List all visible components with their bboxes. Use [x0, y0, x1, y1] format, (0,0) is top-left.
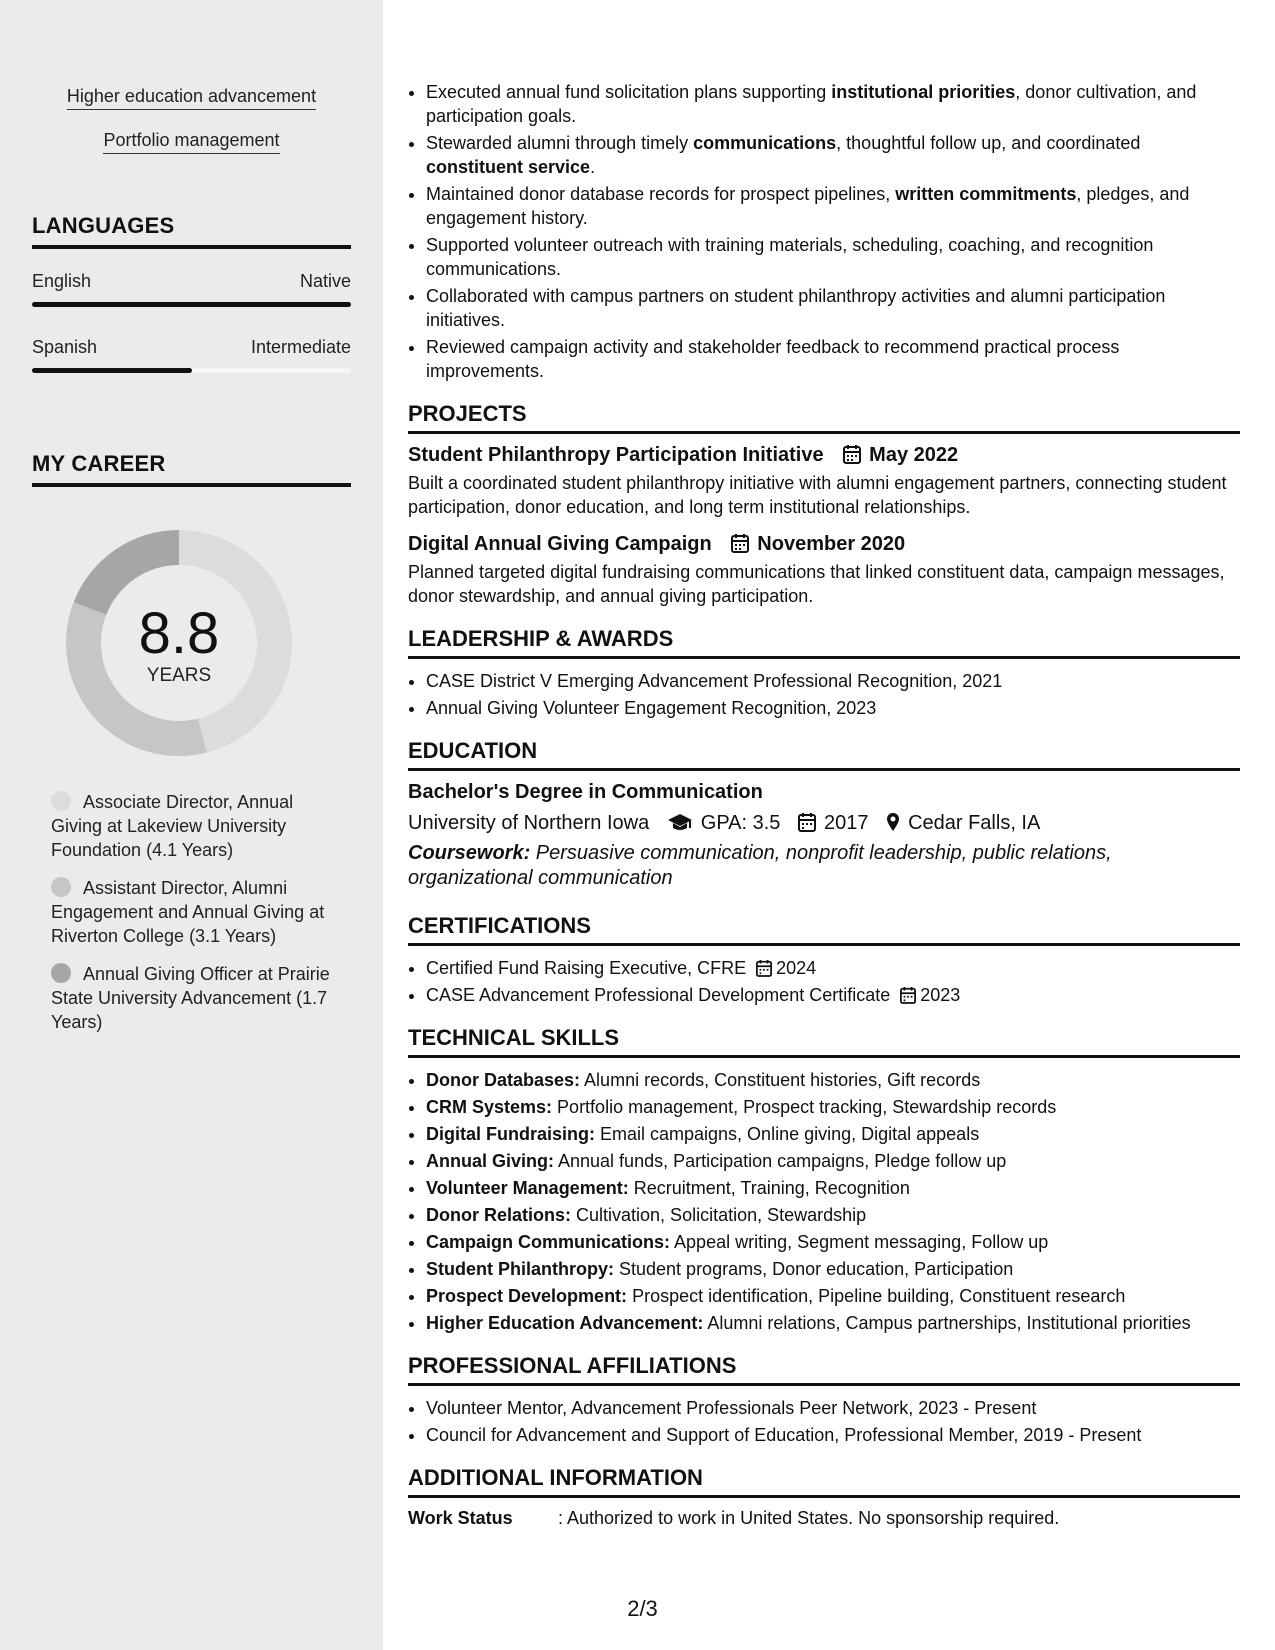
bullet-text: , pledges, and engagement history.	[426, 184, 1190, 228]
career-section	[32, 451, 351, 487]
career-heading: MY CAREER	[32, 451, 351, 487]
additional-value: : Authorized to work in United States. No sponsorship required.	[558, 1508, 1060, 1528]
project-title-row	[408, 444, 1240, 467]
calendar-icon	[731, 533, 749, 553]
skill-value: Alumni records, Constituent histories, Gift records	[580, 1070, 981, 1090]
certification-name: CASE Advancement Professional Development Certificate	[426, 985, 891, 1005]
language-bar	[32, 302, 351, 307]
language-name: Spanish	[32, 337, 98, 357]
skill-value: Portfolio management, Prospect tracking, Stewardship records	[552, 1097, 1057, 1117]
skill-label: Donor Databases:	[426, 1070, 581, 1090]
bullet-text: , thoughtful follow up, and coordinated	[836, 133, 1141, 153]
bullet-text: , donor cultivation, and participation goals.	[426, 82, 1197, 126]
sidebar	[0, 0, 383, 1650]
affiliation-item: • Council for Advancement and Support of Education, Professional Member, 2019 - Present	[426, 1423, 1240, 1447]
skill-value: Email campaigns, Online giving, Digital appeals	[595, 1124, 980, 1144]
career-item	[51, 876, 331, 948]
calendar-icon	[843, 444, 861, 464]
certification-year: 2024	[776, 958, 817, 978]
experience-bullet: • Collaborated with campus partners on student philanthropy activities and alumni participation initiatives.	[426, 284, 1240, 332]
skills-heading: TECHNICAL SKILLS	[408, 1025, 1240, 1058]
gpa: GPA: 3.5	[700, 812, 781, 834]
languages-section	[32, 213, 351, 373]
awards-list	[408, 669, 1240, 720]
affiliations-list	[408, 1396, 1240, 1447]
education-details	[408, 812, 1240, 835]
graduation-cap-icon	[667, 812, 693, 832]
bullet-bold: institutional priorities	[831, 82, 1016, 102]
bullet-bold: communications	[693, 133, 837, 153]
certification-year: 2023	[920, 985, 961, 1005]
career-years-unit: YEARS	[146, 665, 212, 686]
graduation-year: 2017	[824, 812, 869, 834]
skill-value: Student programs, Donor education, Participation	[614, 1259, 1014, 1279]
project-description: Planned targeted digital fundraising communications that linked constituent data, campaign messages, donor stewardship, and annual giving participation.	[408, 562, 1225, 606]
experience-bullet: • Reviewed campaign activity and stakeholder feedback to recommend practical process improvements.	[426, 335, 1240, 383]
school-name: University of Northern Iowa	[408, 812, 650, 834]
project-date	[843, 444, 958, 466]
skill-label: Volunteer Management:	[426, 1178, 629, 1198]
calendar-icon	[756, 959, 772, 977]
career-item-text: Associate Director, Annual Giving at Lakeview University Foundation (4.1 Years)	[51, 792, 294, 860]
skill-value: Alumni relations, Campus partnerships, Institutional priorities	[703, 1313, 1191, 1333]
bullet-bold: constituent service	[426, 157, 591, 177]
language-level: Native	[299, 271, 351, 291]
school-location: Cedar Falls, IA	[908, 812, 1041, 834]
skill-item	[426, 1230, 1240, 1254]
skill-label: Campaign Communications:	[426, 1232, 671, 1252]
project-description: Built a coordinated student philanthropy initiative with alumni engagement partners, connecting student participation, donor education, and long term institutional relationships.	[408, 473, 1227, 517]
language-row	[32, 337, 351, 358]
bullet-bold: written commitments	[895, 184, 1077, 204]
bullet-text: Maintained donor database records for prospect pipelines,	[426, 184, 896, 204]
language-row	[32, 271, 351, 292]
skill-label: Higher Education Advancement:	[426, 1313, 704, 1333]
additional-row	[408, 1508, 1240, 1529]
bullet-text: Executed annual fund solicitation plans supporting	[426, 82, 832, 102]
coursework-text: Persuasive communication, nonprofit leadership, public relations, organizational communication	[408, 842, 1112, 889]
career-total-years: 8.8	[138, 601, 220, 666]
education-heading: EDUCATION	[408, 738, 1240, 771]
skill-tag: Portfolio management	[103, 130, 279, 154]
location-pin-icon	[886, 812, 900, 832]
career-list	[51, 790, 331, 1048]
skill-label: CRM Systems:	[426, 1097, 553, 1117]
skill-tags	[0, 86, 383, 174]
certification-name: Certified Fund Raising Executive, CFRE	[426, 958, 747, 978]
skill-label: Donor Relations:	[426, 1205, 572, 1225]
skill-label: Prospect Development:	[426, 1286, 628, 1306]
language-bar	[32, 368, 351, 373]
certifications-list	[408, 956, 1240, 1007]
affiliation-item: • Volunteer Mentor, Advancement Professionals Peer Network, 2023 - Present	[426, 1396, 1240, 1420]
bullet-text: .	[590, 157, 596, 177]
skill-value: Appeal writing, Segment messaging, Follow up	[670, 1232, 1049, 1252]
coursework-label: Coursework:	[408, 842, 531, 864]
skill-value: Recruitment, Training, Recognition	[628, 1178, 910, 1198]
career-item-text: Assistant Director, Alumni Engagement and Annual Giving at Riverton College (3.1 Years)	[51, 878, 325, 946]
skill-item	[426, 1095, 1240, 1119]
experience-bullets	[408, 80, 1240, 383]
projects-heading: PROJECTS	[408, 401, 1240, 434]
skill-item	[426, 1176, 1240, 1200]
award-item: • CASE District V Emerging Advancement Professional Recognition, 2021	[426, 669, 1240, 693]
certification-item	[426, 983, 1240, 1007]
language-bar-fill	[32, 302, 351, 307]
skill-item	[426, 1122, 1240, 1146]
skill-item	[426, 1203, 1240, 1227]
calendar-icon	[900, 986, 916, 1004]
skill-item	[426, 1257, 1240, 1281]
legend-dot-icon	[51, 963, 71, 983]
bullet-text: Stewarded alumni through timely	[426, 133, 694, 153]
career-item-text: Annual Giving Officer at Prairie State University Advancement (1.7 Years)	[51, 964, 330, 1032]
award-item: • Annual Giving Volunteer Engagement Recognition, 2023	[426, 696, 1240, 720]
affiliations-heading: PROFESSIONAL AFFILIATIONS	[408, 1353, 1240, 1386]
project-date-text: May 2022	[869, 444, 959, 466]
skill-tag: Higher education advancement	[67, 86, 316, 110]
certification-item	[426, 956, 1240, 980]
certification-date	[900, 985, 960, 1005]
experience-bullet: • Supported volunteer outreach with training materials, scheduling, coaching, and recognition communications.	[426, 233, 1240, 281]
experience-bullet	[426, 182, 1240, 230]
skill-value: Prospect identification, Pipeline building, Constituent research	[627, 1286, 1126, 1306]
skill-item	[426, 1068, 1240, 1092]
project-date-text: November 2020	[757, 533, 906, 555]
experience-bullet	[426, 131, 1240, 179]
career-item	[51, 962, 331, 1034]
additional-label: Work Status	[408, 1508, 513, 1528]
awards-heading: LEADERSHIP & AWARDS	[408, 626, 1240, 659]
project-date	[731, 533, 905, 555]
skill-value: Annual funds, Participation campaigns, Pledge follow up	[554, 1151, 1007, 1171]
skill-label: Annual Giving:	[426, 1151, 554, 1171]
project-title: Digital Annual Giving Campaign	[408, 533, 712, 555]
language-name: English	[32, 271, 92, 291]
skill-value: Cultivation, Solicitation, Stewardship	[571, 1205, 867, 1225]
coursework	[408, 841, 1240, 891]
calendar-icon	[798, 812, 816, 832]
project-title: Student Philanthropy Participation Initiative	[408, 444, 824, 466]
main-content	[408, 80, 1240, 1529]
language-bar-fill	[32, 368, 192, 373]
career-item	[51, 790, 331, 862]
language-level: Intermediate	[250, 337, 351, 357]
legend-dot-icon	[51, 791, 71, 811]
languages-heading: LANGUAGES	[32, 213, 351, 249]
skills-list	[408, 1068, 1240, 1335]
skill-label: Student Philanthropy:	[426, 1259, 614, 1279]
project-title-row	[408, 533, 1240, 556]
legend-dot-icon	[51, 877, 71, 897]
additional-heading: ADDITIONAL INFORMATION	[408, 1465, 1240, 1498]
skill-item	[426, 1311, 1240, 1335]
skill-item	[426, 1284, 1240, 1308]
skill-item	[426, 1149, 1240, 1173]
experience-bullet	[426, 80, 1240, 128]
degree-title: Bachelor's Degree in Communication	[408, 781, 763, 803]
skill-label: Digital Fundraising:	[426, 1124, 595, 1144]
page-number: 2/3	[627, 1596, 658, 1621]
certifications-heading: CERTIFICATIONS	[408, 913, 1240, 946]
certification-date	[756, 958, 816, 978]
